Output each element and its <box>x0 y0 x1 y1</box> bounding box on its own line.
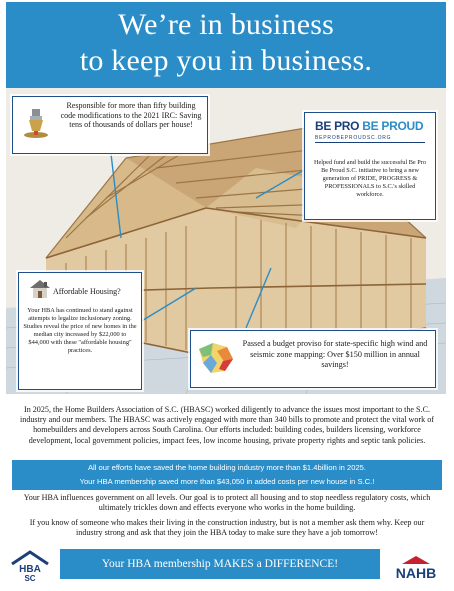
callout-be-pro-be-proud <box>304 112 436 220</box>
headline-line-1: We’re in business <box>118 8 334 41</box>
hba-sc-logo <box>8 550 52 582</box>
callout-building-codes <box>12 96 208 154</box>
nahb-logo <box>388 554 444 580</box>
membership-tagline: Your HBA membership MAKES a DIFFERENCE! <box>60 549 380 579</box>
influence-paragraph: Your HBA influences government on all levels. Our goal is to protect all housing and to stop needless regulatory costs, which ultimately trickles down and effects everyone who works in the home building. <box>23 493 431 513</box>
headline-line-2: to keep you in business. <box>79 44 373 77</box>
callout-affordable-housing <box>18 272 142 390</box>
affordable-heading: Affordable Housing? <box>53 287 121 296</box>
be-pro-text: Helped fund and build the successful Be Pro Be Proud S.C. initiative to bring a new generation of PRIDE, PROGRESS & PROFESSIONALS to S.C.'s skilled workforce. <box>313 159 427 198</box>
intro-paragraph: In 2025, the Home Builders Association of S.C. (HBASC) worked diligently to advance the issues most important to the S.C. industry and our members. The HBASC was actively engaged with more than 340 bills to promote and protect the vital work of homebuilders and developers across South Carolina. Our efforts included: building codes, builders licensing, workforce development, local government policies, impact fees, low income housing, private property rights and septic tank policies. <box>20 405 434 445</box>
logo-divider <box>315 142 425 143</box>
logo-url: BEPROBEPROUDSC.ORG <box>315 135 392 141</box>
nahb-logo-text: NAHB <box>395 565 437 580</box>
savings-band <box>12 460 442 490</box>
sc-wind-map-icon <box>197 339 235 377</box>
join-paragraph: If you know of someone who makes their living in the construction industry, but is not a member ask them why. Keep our industry strong and ask that they join the HBA today to make sure they have a job tomorrow! <box>29 518 425 538</box>
savings-stat-per-house: Your HBA membership saved more than $43,050 in added costs per new house in S.C.! <box>79 477 375 486</box>
affordable-text: Your HBA has continued to stand against attempts to legalize inclusionary zoning. Studies reveal the price of new homes in the median city increased by $22,000 to $44,000 with these "affordable housing" practices. <box>23 307 137 354</box>
savings-stat-total: All our efforts have saved the home building industry more than $1.4billion in 2025. <box>87 463 367 472</box>
logo-part-1: BE PRO <box>315 119 360 133</box>
sprinkler-icon <box>21 109 51 141</box>
header-banner <box>6 2 446 88</box>
hba-logo-text: HBA <box>19 564 41 575</box>
budget-text: Passed a budget proviso for state-specific high wind and seismic zone mapping: Over $150 million in annual savings! <box>242 339 428 369</box>
logo-part-2: BE PROUD <box>362 119 424 133</box>
house-icon <box>29 279 51 299</box>
building-codes-text: Responsible for more than fifty building code modifications to the 2021 IRC: Saving tens of thousands of dollars per house! <box>60 101 202 130</box>
callout-budget-proviso <box>190 330 436 388</box>
be-pro-be-proud-logo <box>315 119 425 135</box>
hba-logo-sub: SC <box>24 574 36 582</box>
